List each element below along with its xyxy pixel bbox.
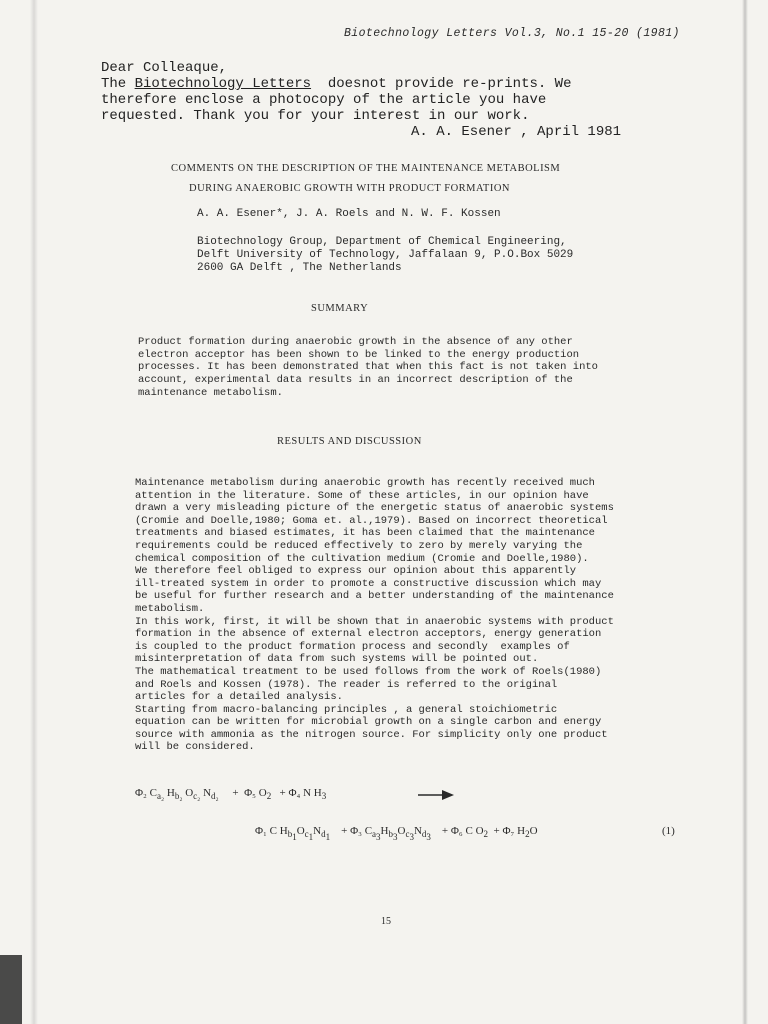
equation-line-1: Φ₂ $C_{a_2}$ $H_{b_2}$ $O_{c_2}$ $N_{d_2}$ + Φ₅ $O_2$ + Φ₄ N $H_3$ (135, 787, 327, 802)
scan-edge-left (30, 0, 38, 1024)
summary-text: Product formation during anaerobic growth in the absence of any other electron acceptor has been shown to be linked to the energy production processes. It has been demonstrated that when this fact is not taken into account, experimental data results in an incorrect description of the maintenance metabolism. (138, 336, 598, 399)
letter-greeting: Dear Colleaque, (101, 60, 228, 76)
scan-smudge (0, 955, 22, 1024)
scan-edge-right (742, 0, 748, 1024)
affiliation: Biotechnology Group, Department of Chemical Engineering, Delft University of Technology, Jaffalaan 9, P.O.Box 5029 2600 GA Delft , The Netherlands (197, 236, 574, 274)
results-heading: RESULTS AND DISCUSSION (277, 436, 422, 447)
authors: A. A. Esener*, J. A. Roels and N. W. F. Kossen (197, 208, 501, 220)
page-number: 15 (381, 916, 391, 927)
article-title-line-1: COMMENTS ON THE DESCRIPTION OF THE MAINTENANCE METABOLISM (171, 163, 561, 174)
letter-signature: A. A. Esener , April 1981 (411, 124, 622, 140)
equation-number: (1) (662, 825, 675, 837)
equation-line-2: Φ₁ C $H_{b_1}O_{c_1}N_{d_1}$ + Φ₃ $C_{a_3}H_{b_3}O_{c_3}N_{d_3}$ + Φ₆ C $O_2 + \Phi_7$ $H_2O$ (255, 825, 538, 842)
results-text: Maintenance metabolism during anaerobic growth has recently received much attention in the literature. Some of these articles, in our opinion have drawn a very misleading picture of the energetic status of anaerobic systems (Cromie and Doelle,1980; Goma et. al.,1979). Based on incorrect theoretical treatments and biased estimates, it has been claimed that the maintenance requirements could be reduced effectively to zero by merely varying the chemical composition of the cultivation medium (Cromie and Doelle,1980). We therefore feel obliged to express our opinion about this apparently ill-treated system in order to promote a constructive discussion which may be useful for further research and a better understanding of the maintenance metabolism. In this work, first, it will be shown that in anaerobic systems with product formation in the absence of external electron acceptors, energy generation is coupled to the product formation process and secondly examples of misinterpretation of data from such systems will be pointed out. The mathematical treatment to be used follows from the work of Roels(1980) and Roels and Kossen (1978). The reader is referred to the original articles for a detailed analysis. Starting from macro-balancing principles , a general stoichiometric equation can be written for microbial growth on a single carbon and energy source with ammonia as the nitrogen source. For simplicity only one product will be considered. (135, 477, 614, 754)
reaction-arrow-icon (418, 789, 454, 801)
article-title-line-2: DURING ANAEROBIC GROWTH WITH PRODUCT FORMATION (189, 183, 510, 194)
journal-header: Biotechnology Letters Vol.3, No.1 15-20 (1981) (344, 27, 680, 40)
journal-name: Biotechnology Letters (134, 76, 312, 92)
summary-heading: SUMMARY (311, 303, 369, 314)
cover-letter: Dear Colleaque, The Biotechnology Letters doesnot provide re-prints. We therefore enclose a photocopy of the article you have requested. Thank you for your interest in our work. A. A. Esener , April 1981 (101, 60, 622, 140)
